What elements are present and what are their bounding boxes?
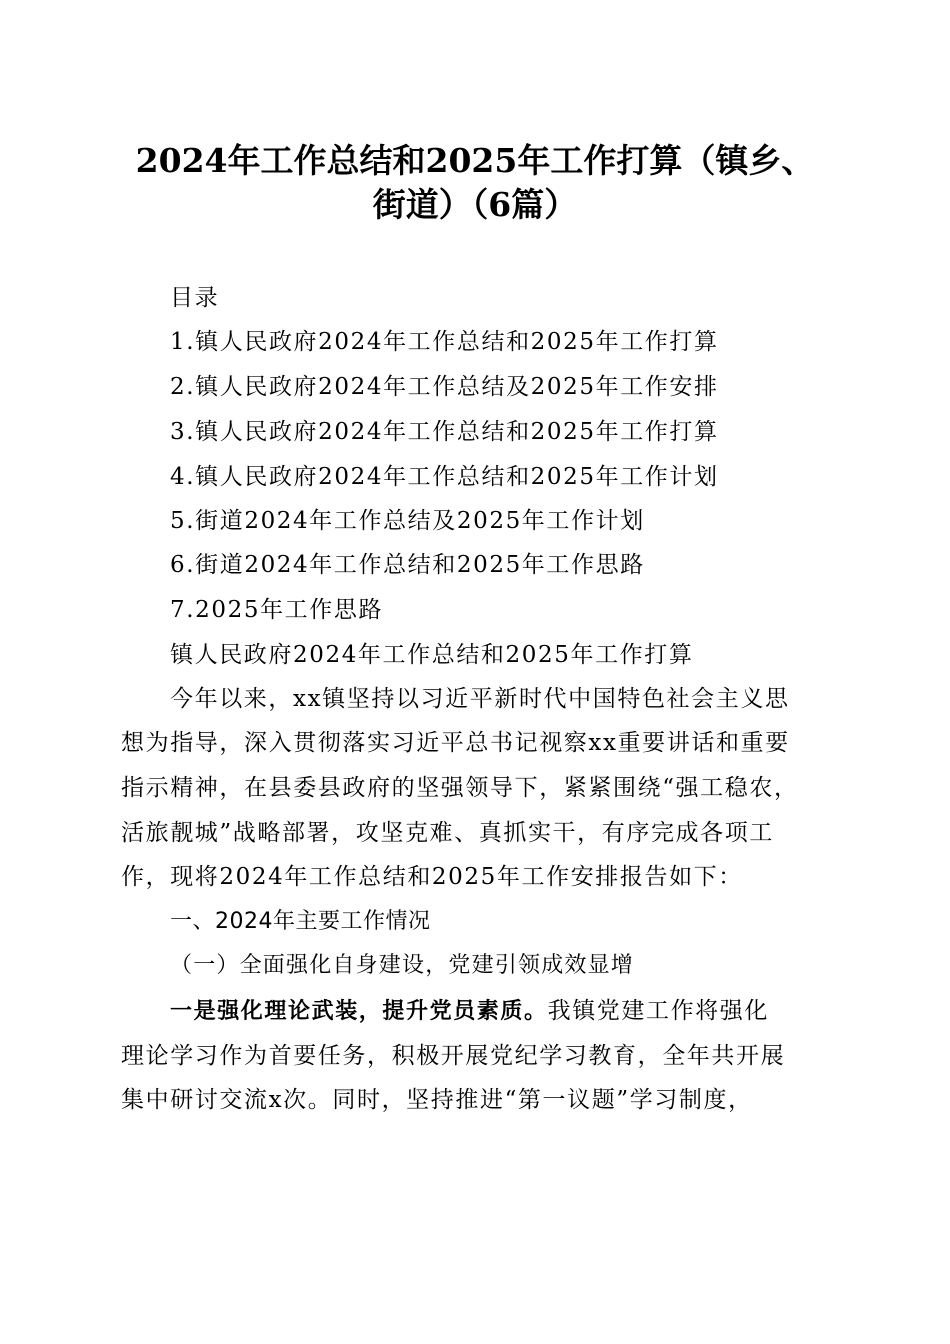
intro-line-5: 作，现将2024年工作总结和2025年工作安排报告如下：: [121, 864, 743, 890]
toc-item-4: 4.镇人民政府2024年工作总结和2025年工作计划: [170, 464, 719, 490]
toc-item-6: 6.街道2024年工作总结和2025年工作思路: [170, 552, 645, 578]
intro-line-1: 今年以来，xx镇坚持以习近平新时代中国特色社会主义思: [170, 686, 790, 712]
intro-line-4: 活旅靓城”战略部署，攻坚克难、真抓实干，有序完成各项工: [121, 820, 774, 846]
toc-item-2: 2.镇人民政府2024年工作总结及2025年工作安排: [170, 374, 719, 400]
paragraph-lead: 一是强化理论武装，提升党员素质。: [170, 999, 548, 1024]
toc-item-5: 5.街道2024年工作总结及2025年工作计划: [170, 508, 645, 534]
subsection-heading: （一）全面强化自身建设，党建引领成效显增: [170, 953, 635, 978]
toc-heading: 目录: [170, 285, 220, 311]
document-title-line-2: 街道）（6篇）: [372, 185, 578, 224]
paragraph-first-rest: 我镇党建工作将强化: [547, 998, 770, 1024]
paragraph-line-2: 理论学习作为首要任务，积极开展党纪学习教育，全年共开展: [121, 1043, 786, 1069]
paragraph-line-3: 集中研讨交流x次。同时，坚持推进“第一议题”学习制度，: [121, 1087, 753, 1113]
article-title: 镇人民政府2024年工作总结和2025年工作打算: [170, 642, 694, 668]
toc-item-1: 1.镇人民政府2024年工作总结和2025年工作打算: [170, 329, 719, 355]
section-heading: 一、2024年主要工作情况: [170, 909, 431, 934]
toc-item-7: 7.2025年工作思路: [170, 597, 384, 623]
intro-line-2: 想为指导，深入贯彻落实习近平总书记视察xx重要讲话和重要: [121, 730, 790, 756]
intro-line-3: 指示精神，在县委县政府的坚强领导下，紧紧围绕“强工稳农，: [121, 775, 799, 801]
document-title-line-1: 2024年工作总结和2025年工作打算（镇乡、: [135, 141, 815, 180]
toc-item-3: 3.镇人民政府2024年工作总结和2025年工作打算: [170, 419, 719, 445]
paragraph-line-1: [170, 996, 769, 1027]
